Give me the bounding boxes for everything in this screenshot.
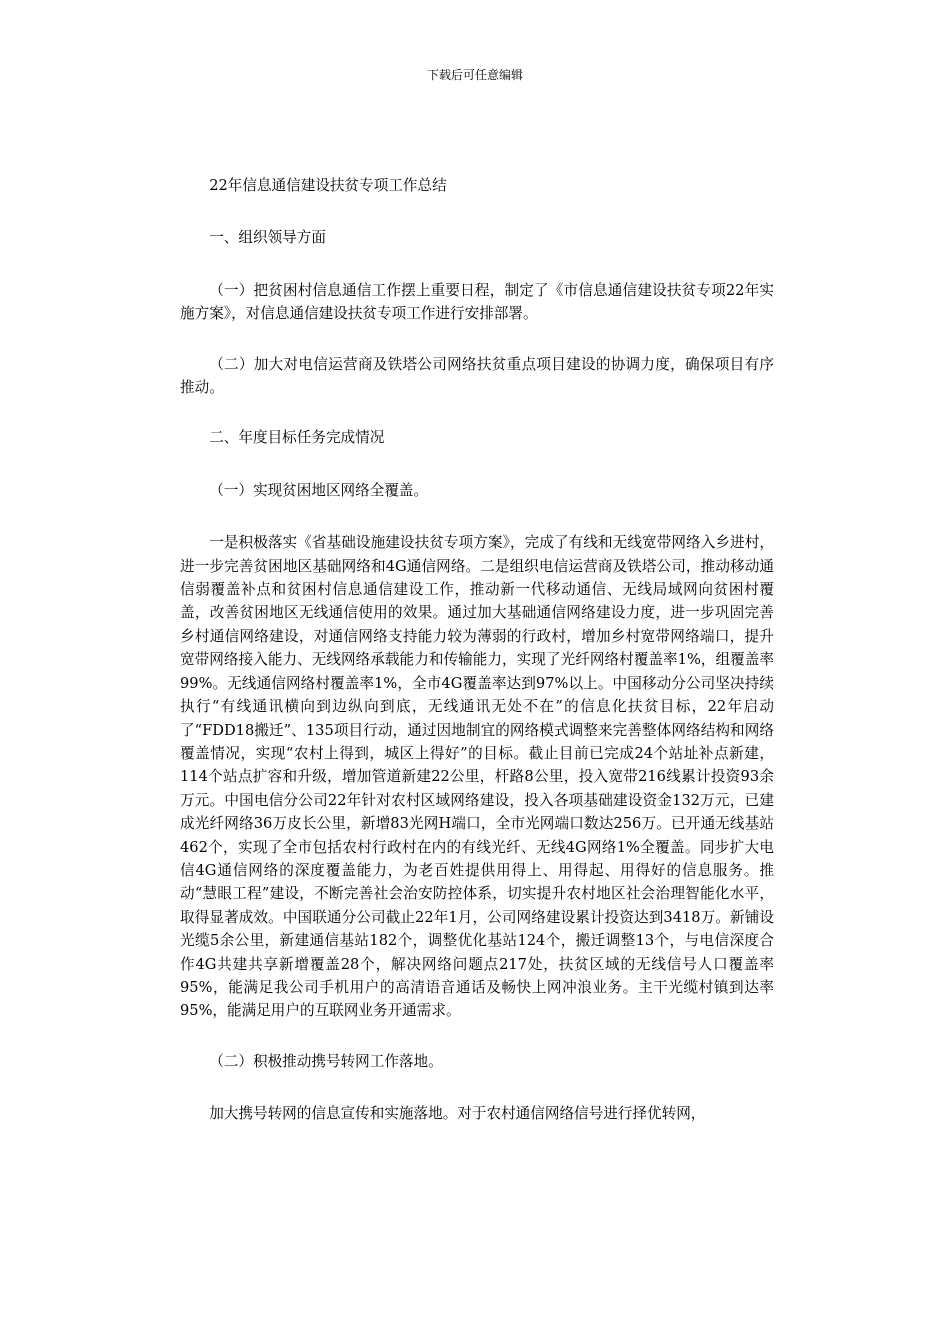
section-2-heading: 二、年度目标任务完成情况 bbox=[209, 429, 385, 447]
section-2-sub-1-heading: （一）实现贫困地区网络全覆盖。 bbox=[209, 481, 429, 499]
page-header-note: 下载后可任意编辑 bbox=[426, 68, 523, 82]
document-body bbox=[180, 174, 774, 1153]
section-1-heading: 一、组织领导方面 bbox=[209, 229, 326, 247]
section-2-sub-2-heading: （二）积极推动携号转网工作落地。 bbox=[209, 1052, 443, 1070]
section-1-item-2: （二）加大对电信运营商及铁塔公司网络扶贫重点项目建设的协调力度，确保项目有序推动。 bbox=[180, 355, 774, 397]
section-1-item-1: （一）把贫困村信息通信工作摆上重要日程，制定了《市信息通信建设扶贫专项22年实施方案》，对信息通信建设扶贫专项工作进行安排部署。 bbox=[180, 281, 774, 323]
document-title: 22年信息通信建设扶贫专项工作总结 bbox=[209, 177, 447, 194]
section-2-sub-2-body: 加大携号转网的信息宣传和实施落地。对于农村通信网络信号进行择优转网， bbox=[209, 1105, 706, 1123]
section-2-sub-1-body: 一是积极落实《省基础设施建设扶贫专项方案》，完成了有线和无线宽带网络入乡进村，进一步完善贫困地区基础网络和4G通信网络。二是组织电信运营商及铁塔公司，推动移动通信弱覆盖补点和贫困村信息通信建设工作，推动新一代移动通信、无线局域网向贫困村覆盖，改善贫困地区无线通信使用的效果。通过加大基础通信网络建设力度，进一步巩固完善乡村通信网络建设，对通信网络支持能力较为薄弱的行政村，增加乡村宽带网络端口，提升宽带网络接入能力、无线网络承载能力和传输能力，实现了光纤网络村覆盖率1%，组覆盖率99%。无线通信网络村覆盖率1%，全市4G覆盖率达到97%以上。中国移动分公司坚决持续执行“有线通讯横向到边纵向到底，无线通讯无处不在”的信息化扶贫目标，22年启动了“FDD18搬迁”、135项目行动，通过因地制宜的网络模式调整来完善整体网络结构和网络覆盖情况，实现“农村上得到，城区上得好”的目标。截止目前已完成24个站址补点新建，114个站点扩容和升级，增加管道新建22公里，杆路8公里，投入宽带216线累计投资93余万元。中国电信分公司22年针对农村区域网络建设，投入各项基础建设资金132万元，已建成光纤网络36万皮长公里，新增83光网H端口，全市光网端口数达256万。已开通无线基站462个，实现了全市包括农村行政村在内的有线光纤、无线4G网络1%全覆盖。同步扩大电信4G通信网络的深度覆盖能力，为老百姓提供用得上、用得起、用得好的信息服务。推动“慧眼工程”建设，不断完善社会治安防控体系，切实提升农村地区社会治理智能化水平，取得显著成效。中国联通分公司截止22年1月，公司网络建设累计投资达到3418万。新铺设光缆5余公里，新建通信基站182个，调整优化基站124个，搬迁调整13个，与电信深度合作4G共建共享新增覆盖28个，解决网络问题点217处，扶贫区域的无线信号人口覆盖率95%，能满足我公司手机用户的高清语音通话及畅快上网冲浪业务。主干光缆村镇到达率95%，能满足用户的互联网业务开通需求。 bbox=[180, 534, 774, 1020]
